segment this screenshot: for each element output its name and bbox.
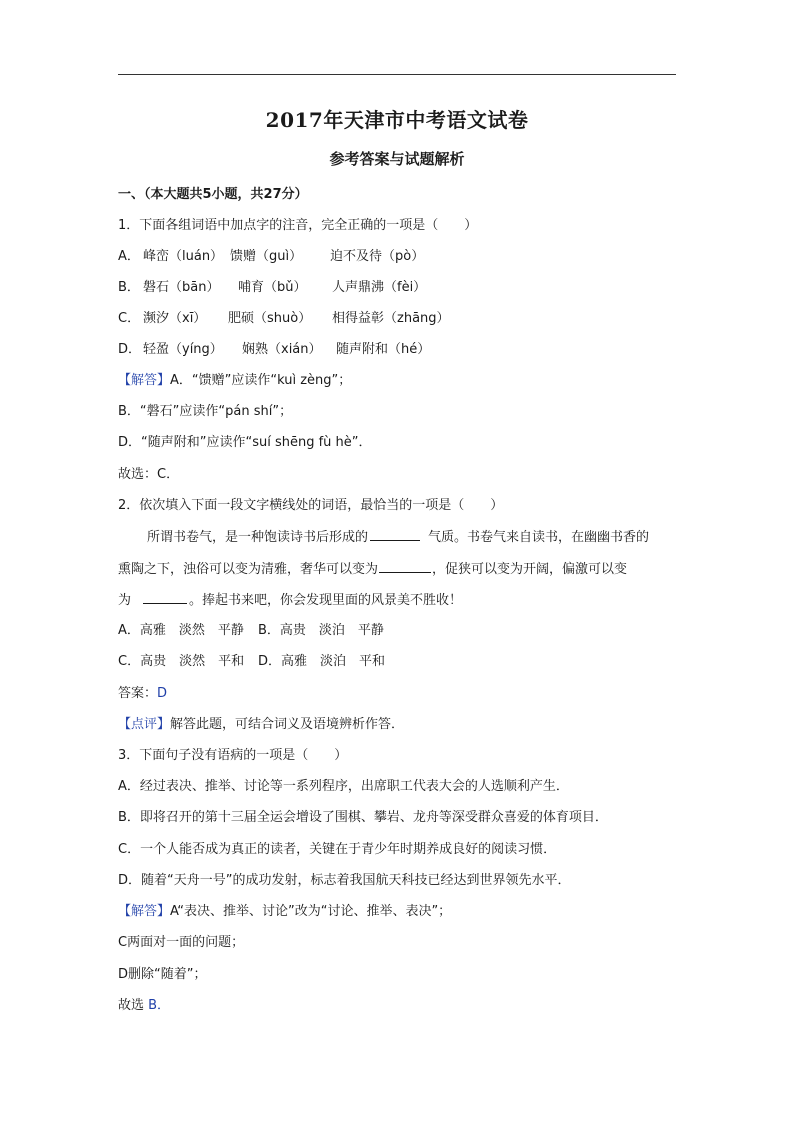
q1-option-b-word-2: 哺育（bǔ） [238,280,307,295]
q3-analysis-3: D删除“随着”； [118,967,207,982]
q3-analysis-2: C两面对一面的问题； [118,935,245,950]
q3-answer-prefix: 故选 [118,998,149,1013]
q1-option-c-word-3: 相得益彰（zhāng） [332,311,450,326]
q2-passage-1b: 气质。书卷气来自读书，在幽幽书香的 [428,530,650,545]
q3-answer-value: B． [148,998,171,1013]
q2-blank-1 [370,528,420,541]
q2-passage-3b: 。捧起书来吧，你会发现里面的风景美不胜收！ [189,593,463,608]
q2-passage-line-2 [118,560,627,579]
q3-option-d: D．随着“天舟一号”的成功发射，标志着我国航天科技已经达到世界领先水平． [118,873,571,888]
q1-option-a-word-2: 馈赠（guì） [230,249,303,264]
q2-blank-2 [379,560,431,573]
q2-passage-3a: 为 [118,593,132,608]
q3-analysis-text-1: A“表决、推举、讨论”改为“讨论、推举、表决”； [170,904,452,919]
q1-option-b [118,279,427,297]
q2-options-row-2 [118,653,386,671]
q1-option-d-word-3: 随声附和（hé） [336,342,431,357]
q3-option-b: B．即将召开的第十三届全运会增设了围棋、攀岩、龙舟等深受群众喜爱的体育项目． [118,810,608,825]
q2-option-c: C．高贵 淡然 平和 [118,654,245,669]
q3-analysis-1 [118,903,451,921]
q1-option-a-word-1: 峰峦（luán） [143,249,224,264]
q3-option-a: A．经过表决、推举、讨论等一系列程序，出席职工代表大会的人选顺利产生． [118,779,569,794]
q1-option-a-word-3: 迫不及待（pò） [330,249,425,264]
q1-answer-value: C． [157,467,180,482]
q1-analysis-3: D．“随声附和”应读作“suí shēng fù hè”． [118,435,372,450]
q2-answer-value: D [157,686,168,701]
q2-passage-line-1 [147,528,649,547]
q1-option-a [118,248,425,266]
q1-option-d [118,341,431,359]
q1-option-d-label: D． [118,342,142,357]
q1-analysis-1 [118,372,351,390]
q1-option-b-word-3: 人声鼎沸（fèi） [332,280,427,295]
q1-analysis-2: B．“磐石”应读作“pán shí”； [118,404,293,419]
header-rule [118,74,676,75]
q2-option-b: B．高贵 淡泊 平静 [258,623,384,638]
q1-option-a-label: A． [118,249,140,264]
q2-passage-2b: ，促狭可以变为开阔，偏激可以变 [432,562,628,577]
q1-option-b-label: B． [118,280,140,295]
q1-option-b-word-1: 磐石（bān） [143,280,220,295]
q3-stem: 3．下面句子没有语病的一项是（ ） [118,748,348,763]
q1-analysis-tag: 【解答】 [118,373,171,388]
q1-stem: 1．下面各组词语中加点字的注音，完全正确的一项是（ ） [118,218,478,233]
q1-option-c-word-2: 肥硕（shuò） [228,311,312,326]
q1-option-d-word-2: 娴熟（xián） [242,342,322,357]
q2-passage-2a: 熏陶之下，浊俗可以变为清雅，奢华可以变为 [118,562,379,577]
q2-comment-text: 解答此题，可结合词义及语境辨析作答． [170,717,405,732]
q2-option-d: D．高雅 淡泊 平和 [258,654,386,669]
q3-option-c: C．一个人能否成为真正的读者，关键在于青少年时期养成良好的阅读习惯． [118,842,557,857]
q2-comment-tag: 【点评】 [118,717,171,732]
q3-answer [118,997,170,1015]
q3-analysis-tag: 【解答】 [118,904,171,919]
q1-option-d-word-1: 轻盈（yíng） [143,342,223,357]
q1-answer [118,466,179,484]
q2-options-row-1 [118,622,384,640]
q2-answer [118,685,167,703]
section-heading: 一、（本大题共5小题，共27分） [118,187,308,202]
q2-passage-line-3 [118,591,462,610]
q2-comment [118,716,404,734]
q1-analysis-text-1: A．“馈赠”应读作“kuì zèng”； [170,373,352,388]
page-subtitle: 参考答案与试题解析 [329,150,465,168]
q2-option-a: A．高雅 淡然 平静 [118,623,244,638]
q1-option-c-word-1: 濒汐（xī） [143,311,207,326]
q1-option-c [118,310,450,328]
q1-option-c-label: C． [118,311,141,326]
q1-answer-prefix: 故选： [118,467,158,482]
page-title: 2017年天津市中考语文试卷 [265,108,529,132]
q2-answer-prefix: 答案： [118,686,158,701]
q2-blank-3 [143,591,187,604]
q2-passage-1a: 所谓书卷气，是一种饱读诗书后形成的 [147,530,369,545]
q2-stem: 2．依次填入下面一段文字横线处的词语，最恰当的一项是（ ） [118,498,504,513]
